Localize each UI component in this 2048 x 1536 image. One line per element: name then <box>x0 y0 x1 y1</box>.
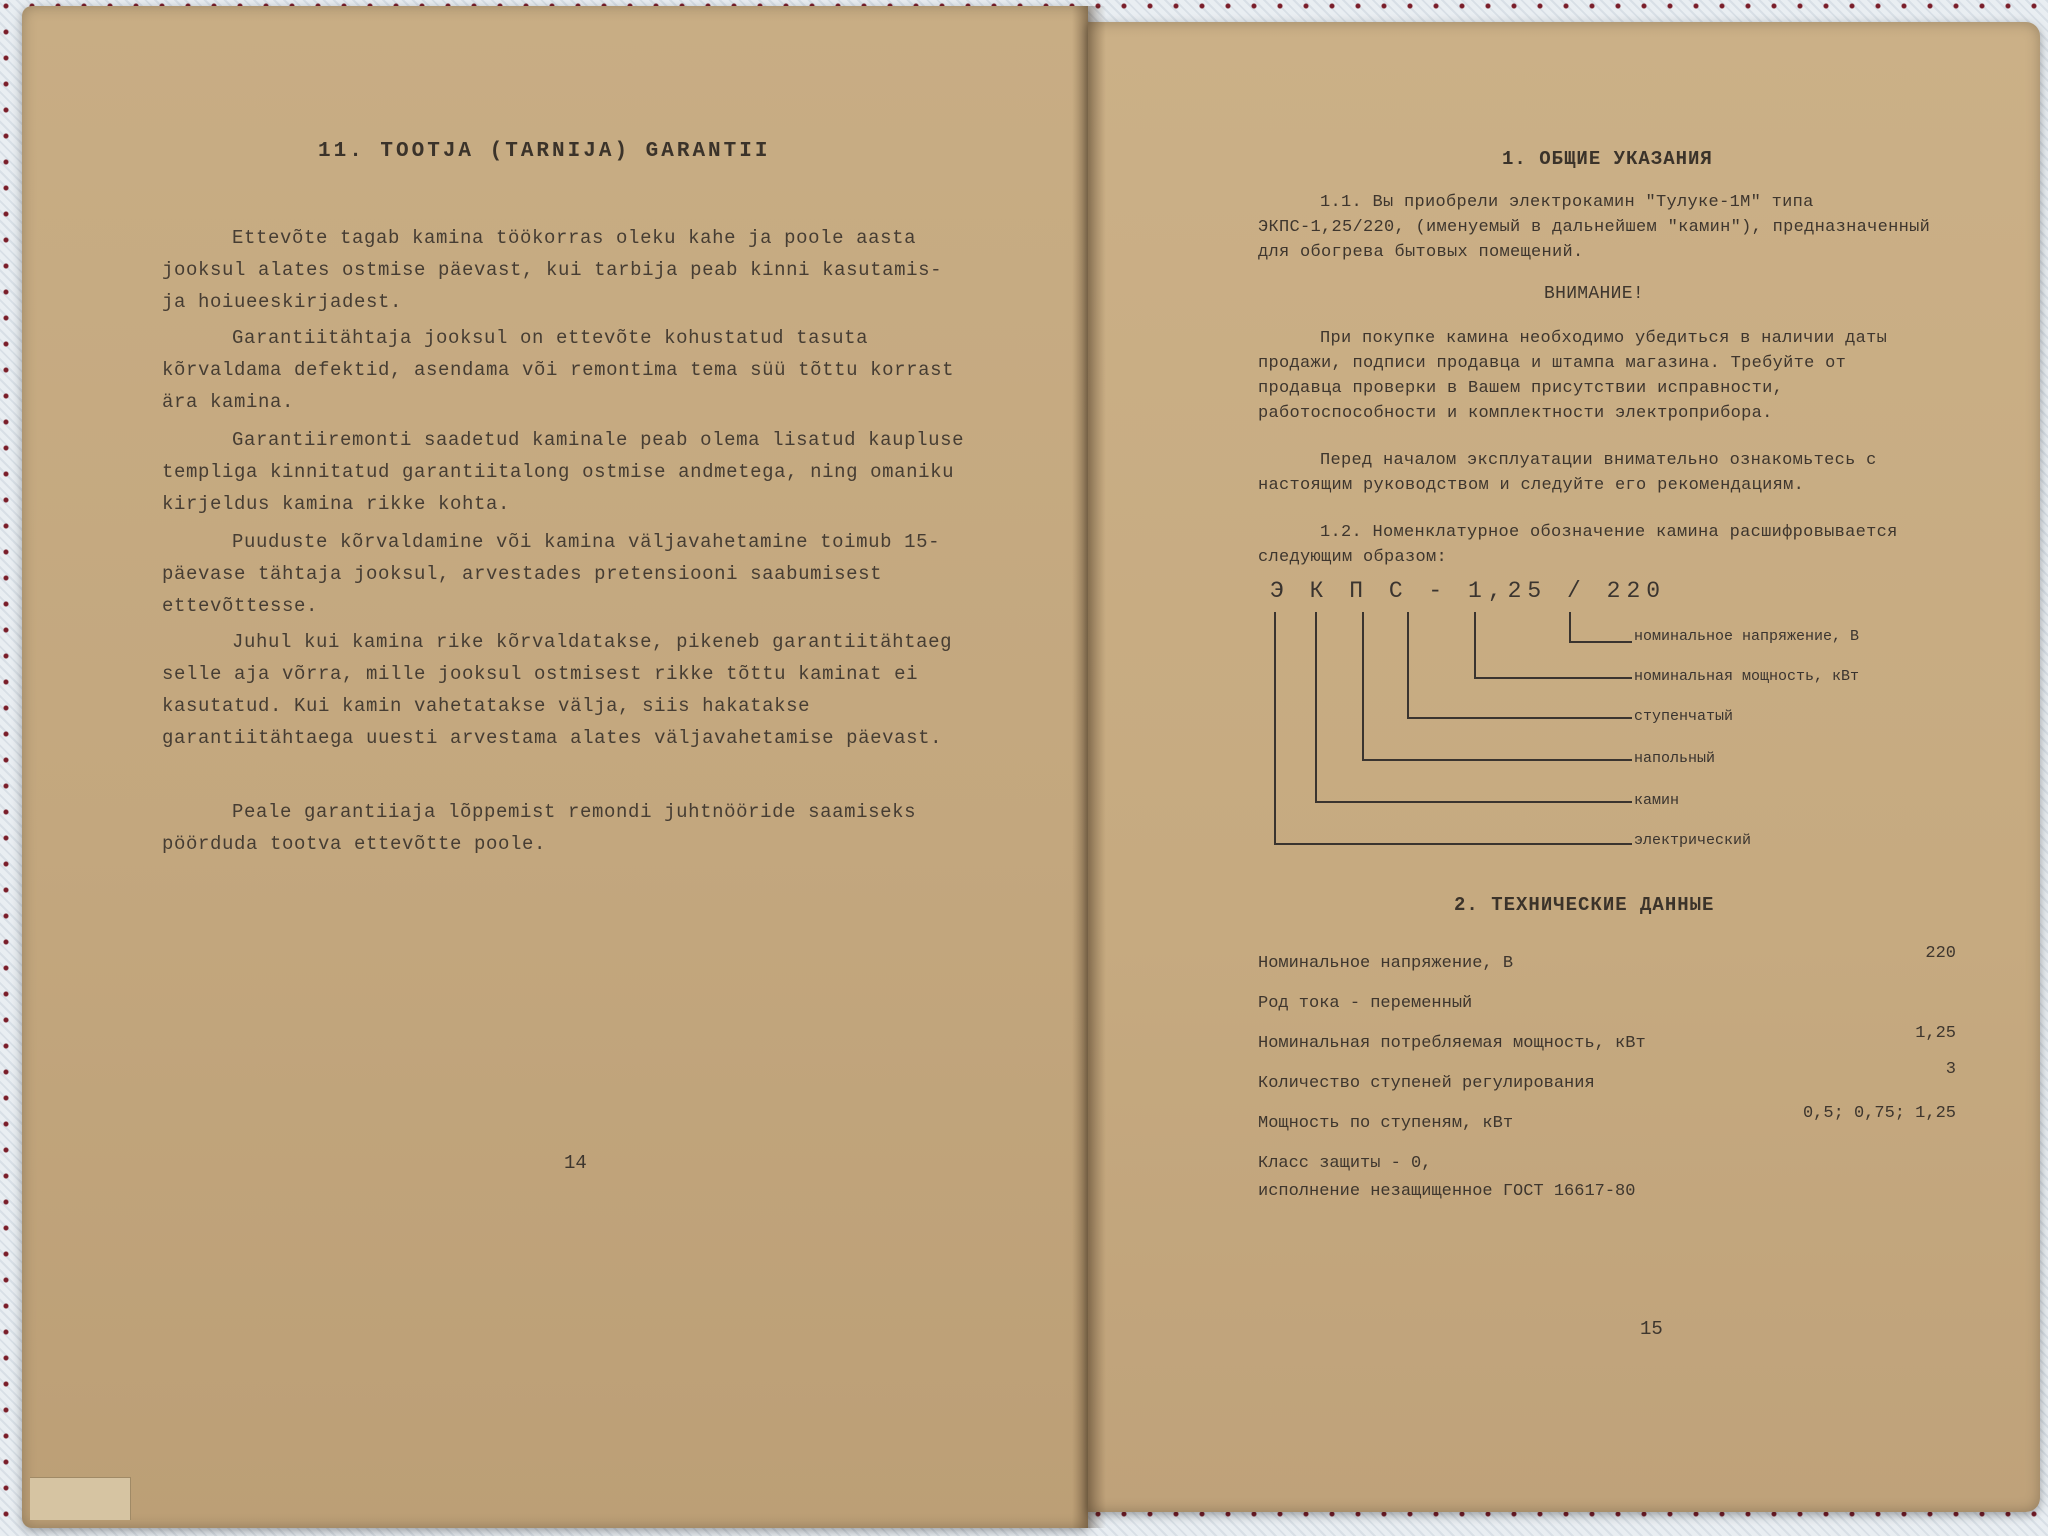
legend-electric: электрический <box>1634 832 1752 849</box>
legend-floor: напольный <box>1634 750 1716 767</box>
left-paragraph-1: Ettevõte tagab kamina töökorras oleku kahe ja poole aasta jooksul alates ostmise päevast, kui tarbija peab kinni kasutamis- ja hoiueeskirjadest. <box>162 227 943 313</box>
left-paragraph-3: Garantiiremonti saadetud kaminale peab olema lisatud kaupluse templiga kinnitatud garantiitalong ostmise andmetega, ning omaniku kirjeldus kamina rikke kohta. <box>162 429 965 515</box>
paragraph-instructions: Перед началом эксплуатации внимательно ознакомьтесь с настоящим руководством и следуйте его рекомендациям. <box>1258 451 1877 495</box>
spec-power-value: 1,25 <box>1915 1024 1956 1043</box>
spec-steps-label: Количество ступеней регулирования <box>1258 1074 1595 1093</box>
section1-title: 1. ОБЩИЕ УКАЗАНИЯ <box>1502 148 1713 170</box>
paragraph-1-2: 1.2. Номенклатурное обозначение камина расшифровывается следующим образом: <box>1258 523 1898 567</box>
designation-diagram <box>1260 612 1640 852</box>
spec-steps-value: 3 <box>1945 1060 1956 1079</box>
spec-current-label: Род тока - переменный <box>1258 994 1473 1013</box>
paragraph-1-1: 1.1. Вы приобрели электрокамин "Тулуке-1М" типа ЭКПС-1,25/220, (именуемый в дальнейшем "камин"), предназначенный для обогрева бытовых помещений. <box>1258 193 1931 262</box>
left-paragraph-6: Peale garantiiaja lõppemist remondi juhtnööride saamiseks pöörduda tootva ettevõtte poole. <box>162 801 917 855</box>
legend-power: номинальная мощность, кВт <box>1634 668 1860 685</box>
left-paragraph-5: Juhul kui kamina rike kõrvaldatakse, pikeneb garantiitähtaeg selle aja võrra, mille jooksul ostmisest rikke tõttu kaminat ei kasutatud. Kui kamin vahetatakse välja, siis hakatakse garantiitähtaega uuesti arvestama alates väljavahetamise päevast. <box>162 631 953 749</box>
spec-power-label: Номинальная потребляемая мощность, кВт <box>1258 1034 1646 1053</box>
left-paragraph-2: Garantiitähtaja jooksul on ettevõte kohustatud tasuta kõrvaldama defektid, asendama või remontima tema süü tõttu korrast ära kamina. <box>162 327 955 413</box>
spec-voltage-value: 220 <box>1925 944 1956 963</box>
spec-voltage-label: Номинальное напряжение, В <box>1258 954 1514 973</box>
page-corner-tab <box>30 1477 131 1520</box>
spec-step-power-label: Мощность по ступеням, кВт <box>1258 1114 1514 1133</box>
right-page-number: 15 <box>1640 1318 1663 1340</box>
legend-voltage: номинальное напряжение, В <box>1634 628 1860 645</box>
left-page-number: 14 <box>564 1152 587 1174</box>
legend-stepped: ступенчатый <box>1634 708 1734 725</box>
spec-gost-label: исполнение незащищенное ГОСТ 16617-80 <box>1258 1182 1636 1201</box>
spec-protection-label: Класс защиты - 0, <box>1258 1154 1432 1173</box>
attention-heading: ВНИМАНИЕ! <box>1544 284 1644 304</box>
spec-step-power-value: 0,5; 0,75; 1,25 <box>1802 1104 1956 1123</box>
left-paragraph-4: Puuduste kõrvaldamine või kamina väljavahetamine toimub 15-päevase tähtaja jooksul, arvestades pretensiooni saabumisest ettevõttesse. <box>162 531 941 617</box>
book-spine <box>1072 6 1106 1528</box>
paragraph-attention: При покупке камина необходимо убедиться в наличии даты продажи, подписи продавца и штампа магазина. Требуйте от продавца проверки в Вашем присутствии исправности, работоспособности и комплектности электроприбора. <box>1258 329 1888 423</box>
section2-title: 2. ТЕХНИЧЕСКИЕ ДАННЫЕ <box>1454 894 1715 916</box>
designation-code: Э К П С - 1,25 / 220 <box>1270 578 1667 604</box>
legend-fireplace: камин <box>1634 792 1680 809</box>
left-page-title: 11. TOOTJA (TARNIJA) GARANTII <box>318 140 771 163</box>
